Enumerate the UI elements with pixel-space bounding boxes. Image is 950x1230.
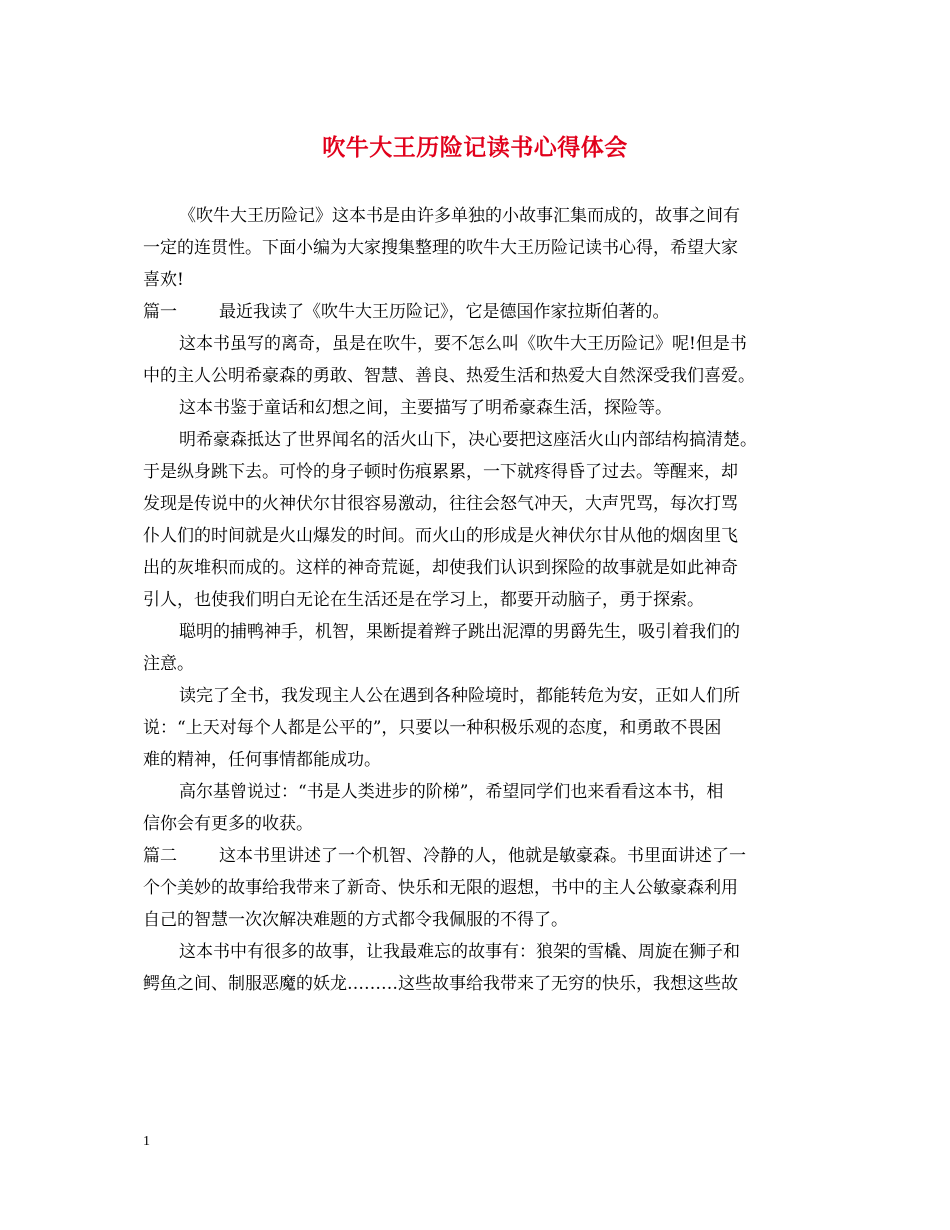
page-number: 1 [143, 1134, 150, 1149]
text-line: 说：“上天对每个人都是公平的”，只要以一种积极乐观的态度，和勇敢不畏困 [143, 718, 722, 738]
text-line: 自己的智慧一次次解决难题的方式都令我佩服的不得了。 [143, 910, 568, 930]
text-line: 读完了全书，我发现主人公在遇到各种险境时，都能转危为安，正如人们所 [179, 686, 740, 706]
text-line: 这本书里讲述了一个机智、冷静的人，他就是敏豪森。书里面讲述了一 [219, 846, 746, 866]
text-line: 一定的连贯性。下面小编为大家搜集整理的吹牛大王历险记读书心得，希望大家 [143, 238, 738, 258]
text-line: 出的灰堆积而成的。这样的神奇荒诞，却使我们认识到探险的故事就是如此神奇 [143, 558, 738, 578]
section-heading-line [143, 840, 813, 872]
section-label: 篇一 [143, 302, 177, 322]
document-title: 吹牛大王历险记读书心得体会 [322, 134, 628, 161]
text-line: 仆人们的时间就是火山爆发的时间。而火山的形成是火神伏尔甘从他的烟囱里飞 [143, 526, 738, 546]
text-line: 聪明的捕鸭神手，机智，果断提着辫子跳出泥潭的男爵先生，吸引着我们的 [179, 622, 740, 642]
text-line: 难的精神，任何事情都能成功。 [143, 750, 381, 770]
text-line: 鳄鱼之间、制服恶魔的妖龙………这些故事给我带来了无穷的快乐，我想这些故 [143, 974, 738, 994]
text-line: 注意。 [143, 654, 194, 674]
text-line: 《吹牛大王历险记》这本书是由许多单独的小故事汇集而成的，故事之间有 [179, 206, 740, 226]
text-line: 这本书中有很多的故事，让我最难忘的故事有：狼架的雪橇、周旋在狮子和 [179, 942, 740, 962]
text-line: 高尔基曾说过：“书是人类进步的阶梯”，希望同学们也来看看这本书，相 [179, 782, 724, 802]
text-line: 最近我读了《吹牛大王历险记》，它是德国作家拉斯伯著的。 [219, 302, 670, 322]
text-line: 喜欢! [143, 270, 184, 290]
text-line: 明希豪森抵达了世界闻名的活火山下，决心要把这座活火山内部结构搞清楚。 [179, 430, 757, 450]
text-line: 信你会有更多的收获。 [143, 814, 313, 834]
text-line: 发现是传说中的火神伏尔甘很容易激动，往往会怒气冲天，大声咒骂，每次打骂 [143, 494, 738, 514]
document-body [143, 200, 813, 1000]
section-label: 篇二 [143, 846, 177, 866]
text-line: 于是纵身跳下去。可怜的身子顿时伤痕累累，一下就疼得昏了过去。等醒来，却 [143, 462, 738, 482]
text-line: 这本书鉴于童话和幻想之间，主要描写了明希豪森生活，探险等。 [179, 398, 672, 418]
text-line: 中的主人公明希豪森的勇敢、智慧、善良、热爱生活和热爱大自然深受我们喜爱。 [143, 366, 755, 386]
text-line: 这本书虽写的离奇，虽是在吹牛，要不怎么叫《吹牛大王历险记》呢!但是书 [179, 334, 747, 354]
text-line: 引人，也使我们明白无论在生活还是在学习上，都要开动脑子，勇于探索。 [143, 590, 704, 610]
section-heading-line [143, 296, 813, 328]
text-line: 个个美妙的故事给我带来了新奇、快乐和无限的遐想，书中的主人公敏豪森利用 [143, 878, 738, 898]
